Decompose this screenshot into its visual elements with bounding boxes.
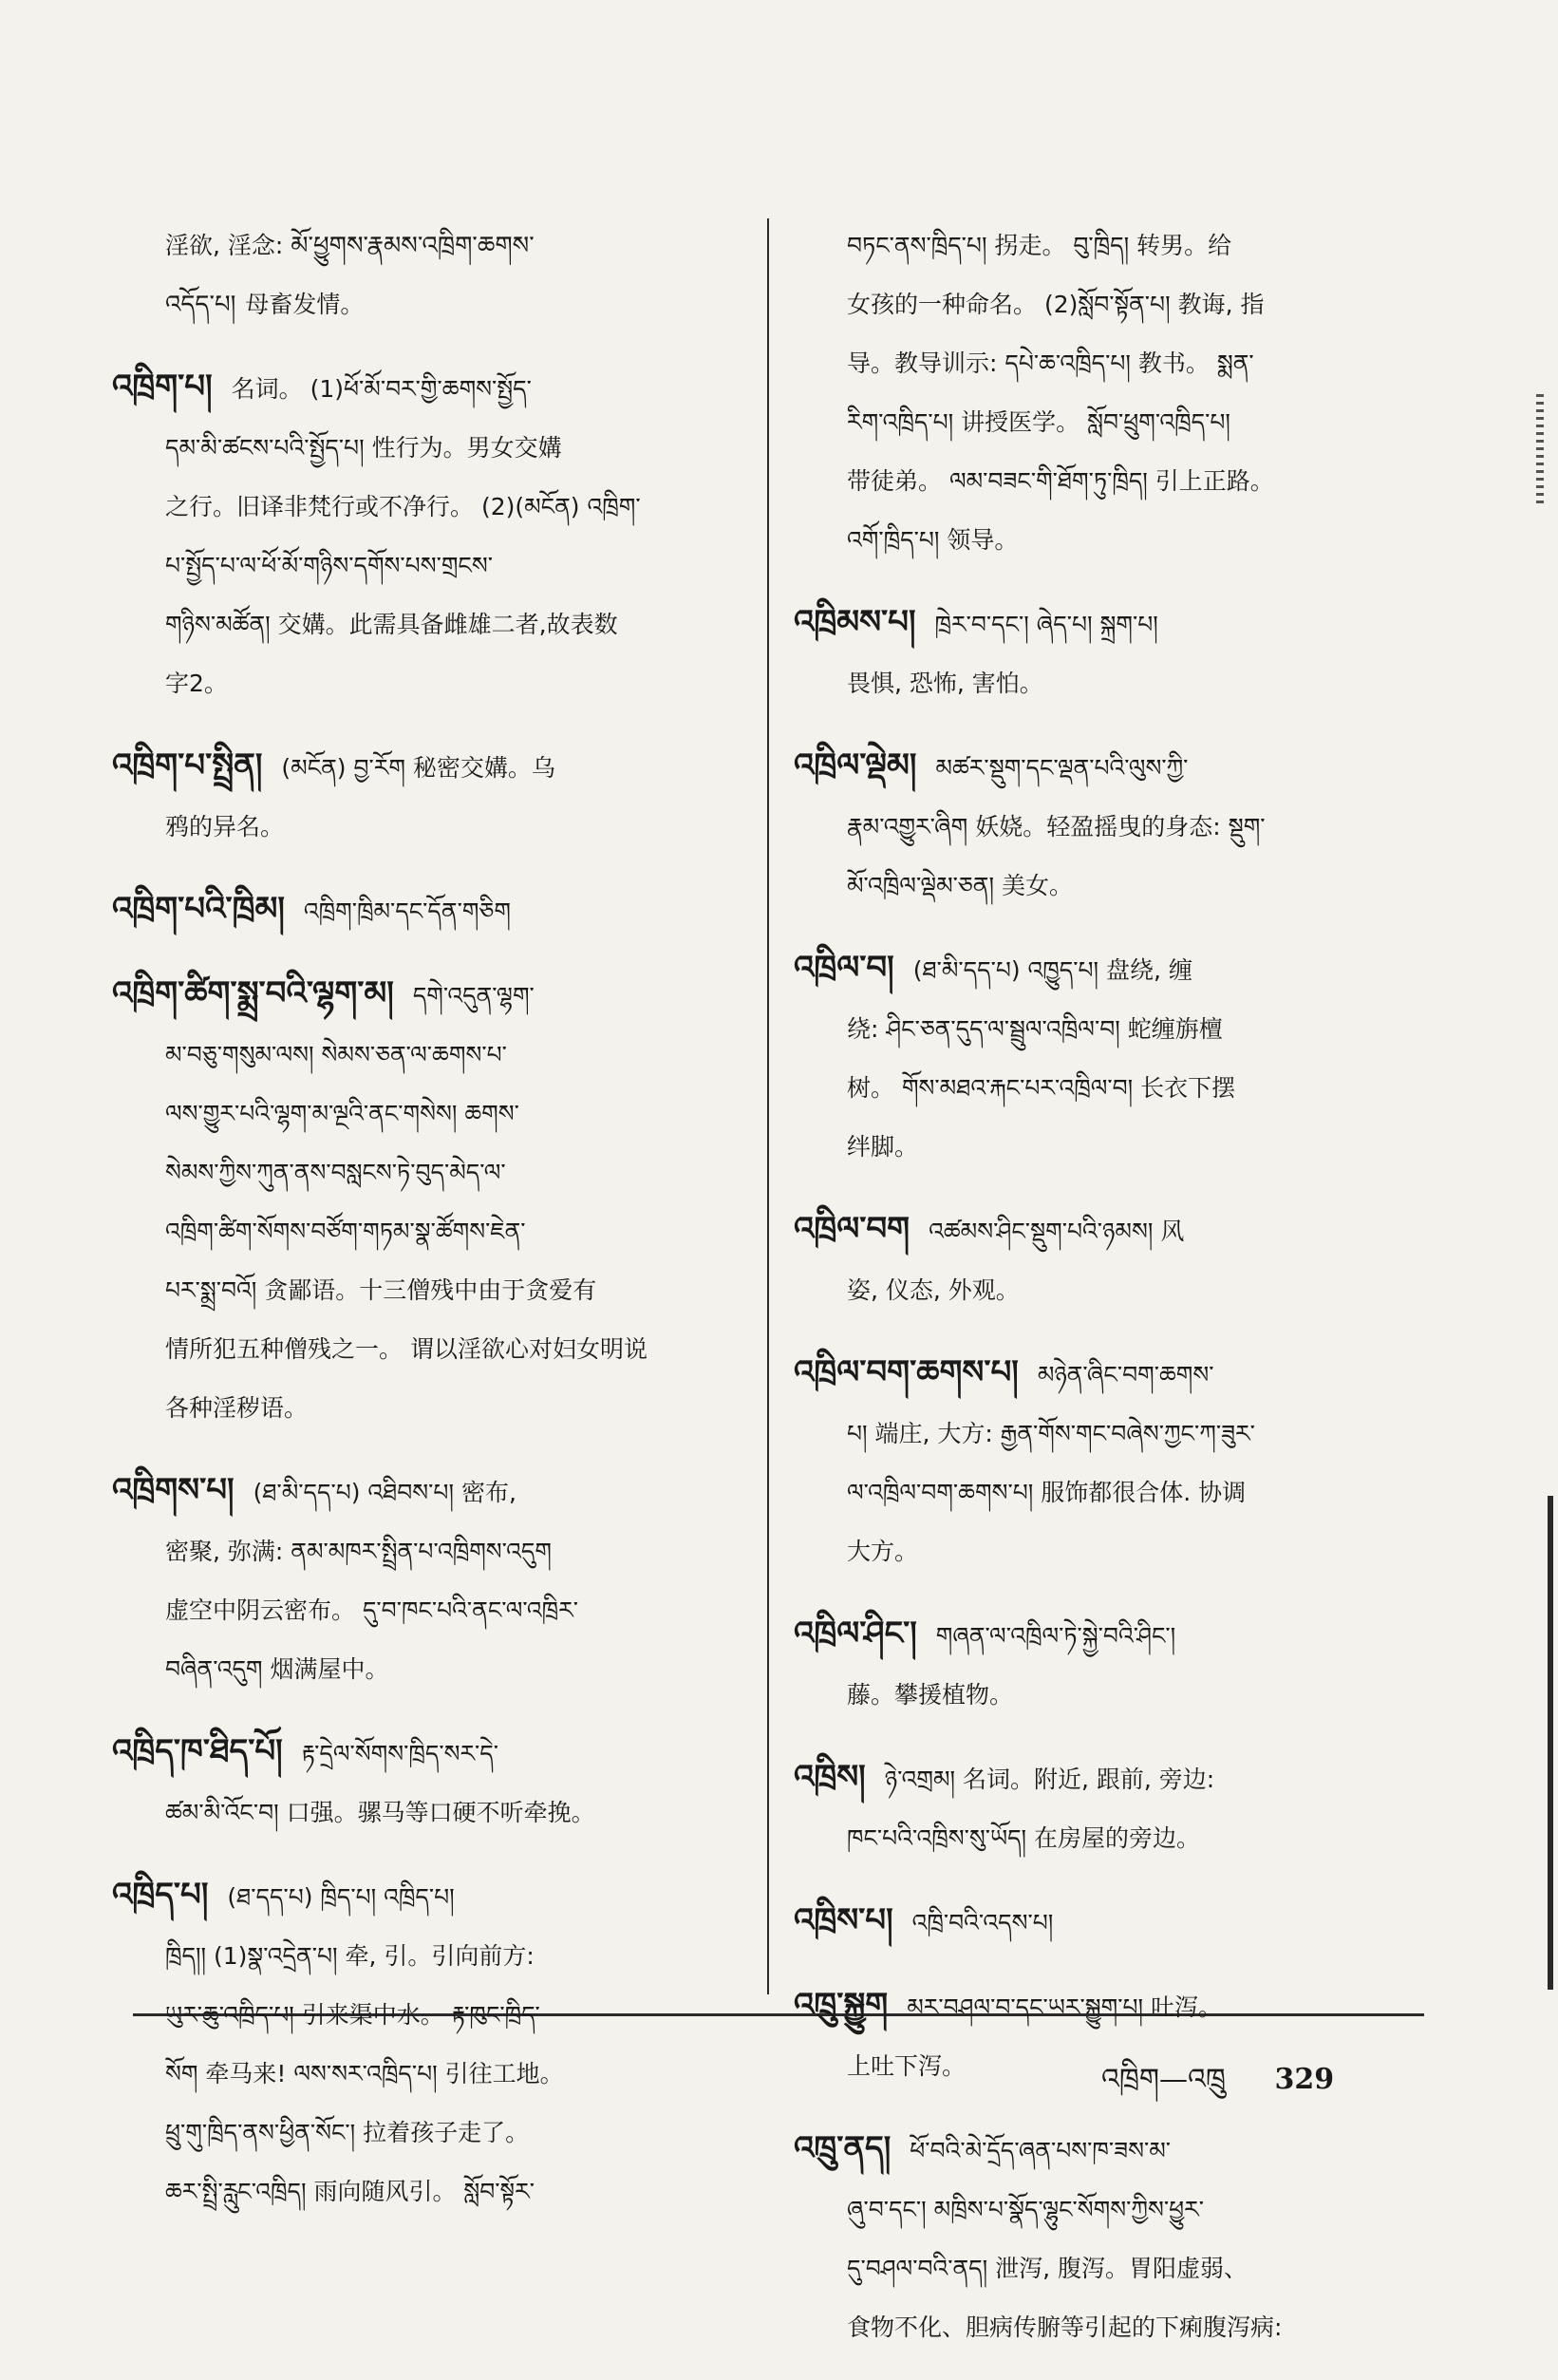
definition-line: རྣམ་འགྱུར་ཞིག 妖娆。轻盈摇曳的身态: སྡུག་: [847, 813, 1266, 841]
definition-line: 之行。旧译非梵行或不净行。 (2)(མངོན) འཁྲིག་: [165, 493, 641, 520]
definition-line: སོག 牵马来! ལས་སར་འཁྲིད་པ། 引往工地。: [165, 2060, 564, 2087]
page-number: 329: [1274, 2063, 1335, 2096]
dictionary-entry: [794, 736, 1413, 916]
definition-line: 树。 གོས་མཐའ་རྐང་པར་འཁྲིལ་བ། 长衣下摆: [847, 1074, 1236, 1102]
continuation-line: འགོ་ཁྲིད་པ། 领导。: [847, 526, 1019, 554]
definition-line: ཕྲུ་གུ་ཁྲིད་ནས་ཕྱིན་སོང་། 拉着孩子走了。: [165, 2119, 530, 2146]
dictionary-entry: [112, 1461, 731, 1699]
continuation-line: [112, 275, 731, 334]
definition-text: (ཐ་མི་དད་པ) འཐིབས་པ། 密布,: [253, 1479, 516, 1506]
definition-text: (མངོན) བྱ་རོག 秘密交媾。乌: [281, 754, 555, 782]
left-column: [112, 217, 731, 2244]
definition-text: མཉེན་ཞིང་བག་ཆགས་: [1037, 1361, 1214, 1388]
definition-line: ལ་འཁྲིལ་བག་ཆགས་པ། 服饰都很合体. 协调: [847, 1479, 1247, 1506]
entry-first-line: [112, 1865, 731, 1927]
page-edge-mark: [1536, 394, 1544, 508]
definition-line: མོ་འཁྲིལ་ལྡེམ་ཅན། 美女。: [847, 872, 1073, 899]
definition-line: པ་སྤྱོད་པ་ལ་ཕོ་མོ་གཉིས་དགོས་པས་གྲངས་: [165, 552, 493, 579]
definition-line: སེམས་ཀྱིས་ཀུན་ནས་བསླངས་ཏེ་བུད་མེད་ལ་: [165, 1159, 506, 1186]
entry-first-line: [794, 1891, 1413, 1953]
column-divider: [767, 218, 769, 1994]
definition-line: ཚམ་མི་འོང་བ། 口强。骡马等口硬不听牵挽。: [165, 1799, 595, 1826]
headword: འཁྲིག་པའི་ཁྲིམ།: [112, 890, 285, 928]
dictionary-entry: [794, 938, 1413, 1177]
entry-first-line: [112, 357, 731, 419]
dictionary-entry: [794, 1199, 1413, 1320]
definition-line: པ། 端庄, 大方: རྒྱན་གོས་གང་བཞེས་ཀྱང་ཀ་ཟུར་: [847, 1420, 1255, 1447]
headword: འཁྲུ་ནད།: [794, 2129, 892, 2167]
dictionary-entry: [112, 736, 731, 857]
headword: འཁྲིས།: [794, 1758, 866, 1796]
headword: འཁྲིད་པ།: [112, 1876, 209, 1914]
entry-first-line: [794, 1604, 1413, 1666]
definition-text: མཚར་སྡུག་དང་ལྡན་པའི་ལུས་ཀྱི་: [935, 754, 1189, 782]
definition-text: 名词。 (1)ཕོ་མོ་བར་གྱི་ཆགས་སྤྱོད་: [231, 375, 532, 403]
definition-line: 食物不化、胆病传腑等引起的下痢腹泻病:: [847, 2314, 1283, 2341]
definition-line: དུ་བཤལ་བའི་ནད། 泄泻, 腹泻。胃阳虚弱、: [847, 2255, 1248, 2282]
entry-first-line: [112, 1722, 731, 1784]
definition-text: ཁྲེར་བ་དང་། ཞེད་པ། སྐྲག་པ།: [934, 611, 1158, 638]
headword: འཁྲིལ་བག་ཆགས་པ།: [794, 1353, 1019, 1391]
definition-line: ཆར་སྤྲི་རླུང་འཁྲིད། 雨向随风引。 སློབ་སྟོར་: [165, 2178, 535, 2205]
entry-first-line: [794, 1199, 1413, 1261]
continuation-line: 女孩的一种命名。 (2)སློབ་སྟོན་པ། 教诲, 指: [847, 291, 1265, 318]
entry-first-line: [794, 1747, 1413, 1809]
dictionary-entry: [112, 879, 731, 941]
definition-text: (ཐ་མི་དད་པ) འཁྱུད་པ། 盘绕, 缠: [912, 956, 1192, 984]
continuation-line: [112, 217, 731, 275]
definition-line: པར་སྨྲ་བའོ། 贪鄙语。十三僧残中由于贪爱有: [165, 1276, 597, 1304]
chinese-text: 淫欲, 淫念:: [165, 232, 284, 259]
definition-text: དགེ་འདུན་ལྷག་: [412, 982, 535, 1010]
definition-line: 鸦的异名。: [165, 813, 285, 841]
dictionary-entry: [112, 1865, 731, 2221]
tibetan-text: མོ་ཕྱུགས་རྣམས་འཁྲིག་ཆགས་: [291, 232, 535, 260]
definition-line: ཡུར་ཆུ་འཁྲིད་པ། 引来渠中水。 རྟ་ཁུང་ཁྲིད་: [165, 2001, 540, 2029]
dictionary-entry: [112, 1722, 731, 1842]
page-edge-bar: [1548, 1496, 1553, 1990]
definition-line: འཁྲིག་ཚིག་སོགས་བཙོག་གཏམ་སྣ་ཚོགས་ཇེན་: [165, 1218, 526, 1245]
dictionary-entry: [794, 1891, 1413, 1953]
headword: འཁྲིག་པ།: [112, 368, 213, 406]
headword: འཁྲིག་ཚིག་སྨྲ་བའི་ལྷག་མ།: [112, 974, 394, 1012]
definition-text: འཁྲིག་ཁྲིམ་དང་དོན་གཅིག: [303, 897, 511, 925]
continuation-line: རིག་འཁྲིད་པ། 讲授医学。 སློབ་ཕྲུག་འཁྲིད་པ།: [847, 408, 1230, 436]
tibetan-text: འདོད་པ།: [165, 291, 236, 319]
dictionary-entry: [794, 593, 1413, 713]
definition-line: 上吐下泻。: [847, 2052, 967, 2080]
headword: འཁྲིལ་ལྡེམ།: [794, 746, 917, 784]
definition-line: ཞུ་བ་དང་། མཁྲིས་པ་སྣོད་ལྷུང་སོགས་ཀྱིས་ཕྱུར་: [847, 2196, 1204, 2223]
entry-first-line: [112, 1461, 731, 1522]
definition-line: 字2。: [165, 670, 228, 697]
definition-line: 情所犯五种僧残之一。 谓以淫欲心对妇女明说: [165, 1335, 648, 1363]
dictionary-entry: [112, 964, 731, 1438]
entry-first-line: [794, 1975, 1413, 2037]
dictionary-entry: [794, 2119, 1413, 2357]
headword: འཁྲིས་པ།: [794, 1901, 893, 1939]
definition-line: དམ་མི་ཚངས་པའི་སྤྱོད་པ། 性行为。男女交媾: [165, 434, 562, 462]
entry-first-line: [794, 1343, 1413, 1405]
headword: འཁྲིམས་པ།: [794, 603, 916, 641]
definition-text: འཁྲི་བའི་འདས་པ།: [911, 1909, 1054, 1936]
entry-first-line: [794, 938, 1413, 1000]
definition-text: ཕོ་བའི་མེ་དྲོད་ཞན་པས་ཁ་ཟས་མ་: [910, 2137, 1172, 2164]
headword: འཁྲིད་ཁ་ཐིད་པོ།: [112, 1732, 283, 1770]
definition-line: མ་བཅུ་གསུམ་ལས། སེམས་ཅན་ལ་ཆགས་པ་: [165, 1041, 507, 1068]
definition-line: 绕: ཤིང་ཅན་དུད་ལ་སྦྲུལ་འཁྲིལ་བ། 蛇缠旃檀: [847, 1015, 1223, 1043]
definition-line: 各种淫秽语。: [165, 1394, 309, 1422]
chinese-text: 母畜发情。: [245, 291, 365, 318]
headword: འཁྲུ་སྐྱུག: [794, 1986, 889, 2024]
definition-line: 姿, 仪态, 外观。: [847, 1276, 1020, 1304]
definition-text: རྟ་དྲེལ་སོགས་ཁྲིད་སར་དེ་: [301, 1740, 499, 1767]
continuation-line: 带徒弟。 ལམ་བཟང་གི་ཐོག་ཏུ་ཁྲིད། 引上正路。: [847, 467, 1274, 495]
definition-text: གཞན་ལ་འཁྲིལ་ཏེ་སྐྱེ་བའི་ཤིང་།: [935, 1622, 1176, 1650]
headword: འཁྲིལ་བག: [794, 1210, 910, 1248]
definition-line: གཉིས་མཚོན། 交媾。此需具备雌雄二者,故表数: [165, 611, 618, 638]
headword: འཁྲིགས་པ།: [112, 1471, 235, 1509]
headword: འཁྲིལ་བ།: [794, 949, 894, 987]
continuation-block: [794, 217, 1413, 570]
entry-first-line: [794, 2119, 1413, 2181]
definition-text: མར་བཤལ་བ་དང་ཡར་སྐྱུག་པ། 吐泻。: [907, 1993, 1222, 2021]
definition-line: 绊脚。: [847, 1133, 919, 1161]
definition-line: 密聚, 弥满: ནམ་མཁར་སྤྲིན་པ་འཁྲིགས་འདུག: [165, 1538, 552, 1565]
dictionary-entry: [794, 1604, 1413, 1725]
footer-range: འཁྲིག—འཁྲུ: [1101, 2063, 1226, 2096]
dictionary-entry: [794, 1343, 1413, 1581]
entry-first-line: [112, 736, 731, 798]
entry-first-line: [112, 964, 731, 1026]
definition-line: ཁྲིད།། (1)སྣ་འདྲེན་པ། 牵, 引。引向前方:: [165, 1942, 535, 1970]
dictionary-entry: [112, 357, 731, 713]
headword: འཁྲིལ་ཤིང་།: [794, 1615, 917, 1653]
definition-line: བཞིན་འདུག 烟满屋中。: [165, 1655, 389, 1683]
definition-text: འཚམས་ཤིང་སྡུག་པའི་ཉམས། 风: [929, 1218, 1185, 1245]
dictionary-entry: [794, 1747, 1413, 1868]
continuation-line: 导。教导训示: དཔེ་ཆ་འཁྲིད་པ། 教书。 སྨན་: [847, 349, 1254, 377]
definition-line: 大方。: [847, 1538, 919, 1565]
continuation-block: [112, 217, 731, 334]
continuation-line: བཏང་ནས་ཁྲིད་པ། 拐走。 བུ་ཁྲིད། 转男。给: [847, 232, 1232, 259]
definition-line: 畏惧, 恐怖, 害怕。: [847, 670, 1043, 697]
definition-line: ཁང་པའི་འཁྲིས་སུ་ཡོད། 在房屋的旁边。: [847, 1824, 1201, 1852]
page-footer: [1101, 2048, 1334, 2127]
definition-text: (ཐ་དད་པ) ཁྲིད་པ། འཁྲིད་པ།: [227, 1883, 455, 1911]
definition-line: 藤。攀援植物。: [847, 1681, 1014, 1709]
definition-line: ལས་གྱུར་པའི་ལྷག་མ་ལྔའི་ནང་གསེས། ཆགས་: [165, 1100, 519, 1127]
definition-line: 虚空中阴云密布。 དུ་བ་ཁང་པའི་ནང་ལ་འཁྲིར་: [165, 1596, 578, 1624]
headword: འཁྲིག་པ་སྤྲིན།: [112, 746, 263, 784]
definition-text: ཉེ་འགྲམ། 名词。附近, 跟前, 旁边:: [884, 1766, 1215, 1793]
entry-first-line: [112, 879, 731, 941]
entry-first-line: [794, 593, 1413, 654]
entry-first-line: [794, 736, 1413, 798]
